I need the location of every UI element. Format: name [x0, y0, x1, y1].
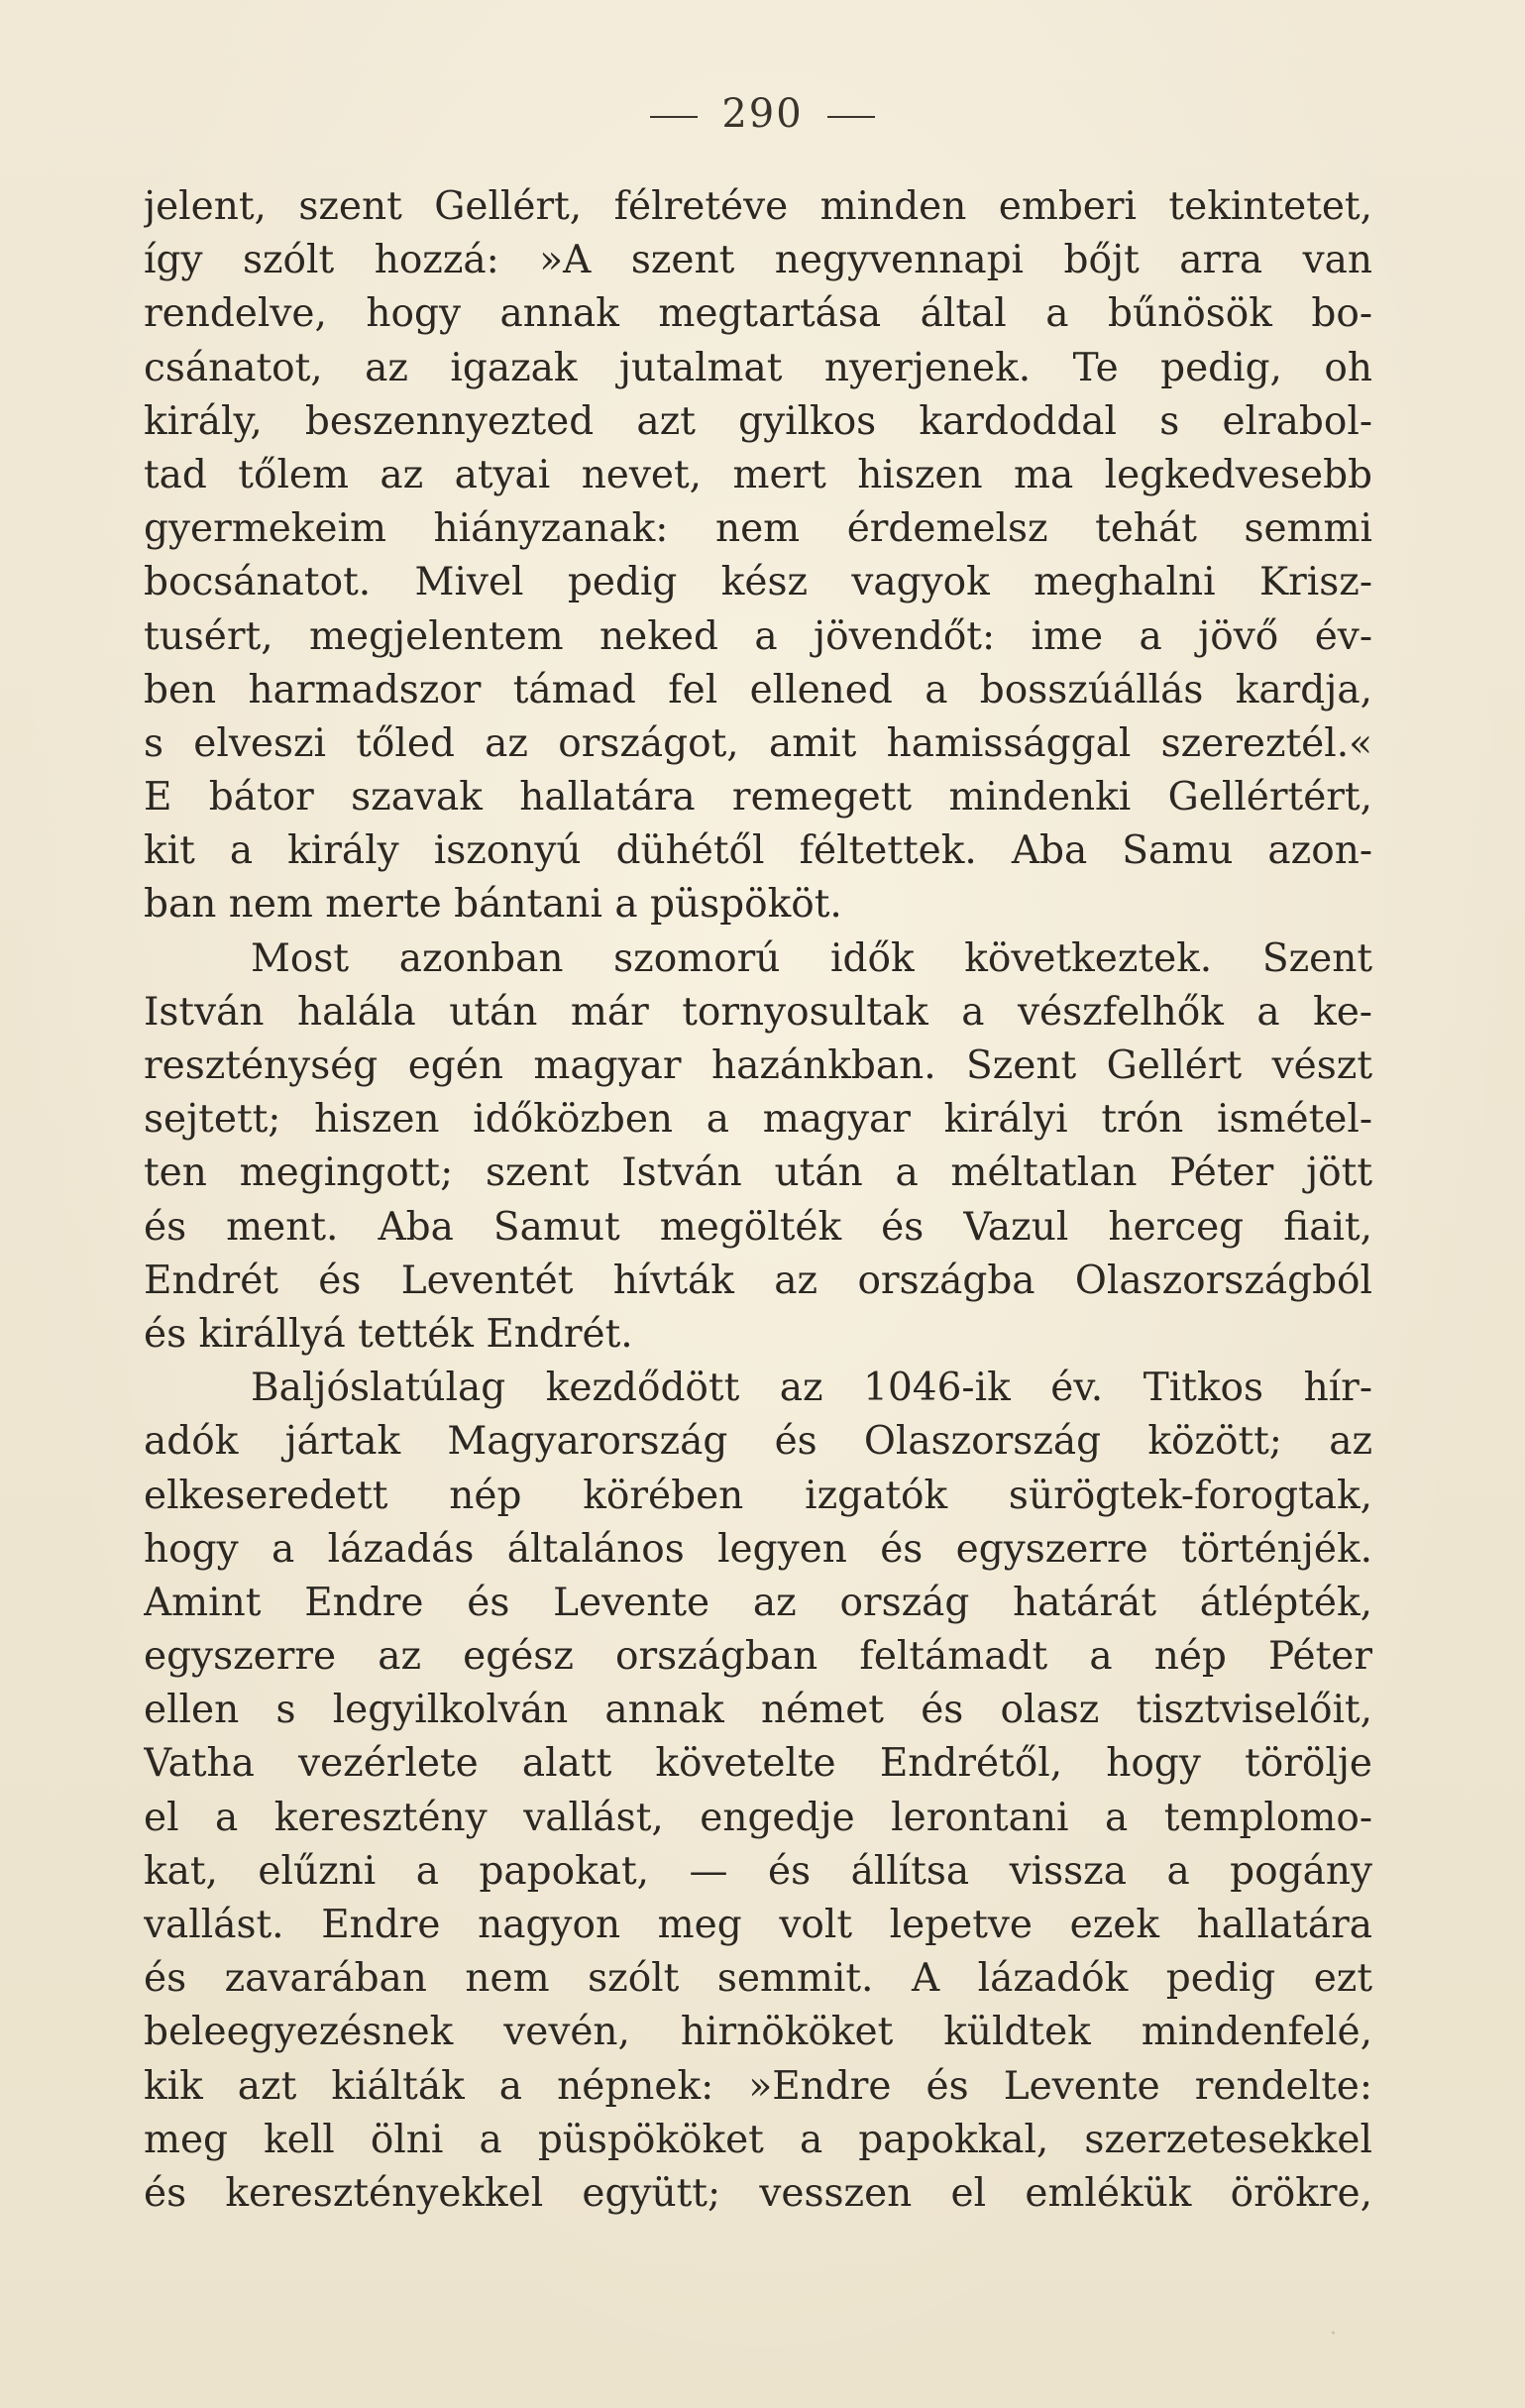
text-line: Baljóslatúlag kezdődött az 1046-ik év. Titkos hír-: [251, 1366, 1372, 1411]
text-line: és királlyá tették Endrét.: [144, 1311, 633, 1357]
text-line: és zavarában nem szólt semmit. A lázadók pedig ezt: [144, 1956, 1372, 2002]
page-number-text: 290: [721, 91, 804, 137]
page-number: [0, 91, 1525, 137]
text-line: kat, elűzni a papokat, — és állítsa vissza a pogány: [144, 1848, 1372, 1894]
text-line: csánatot, az igazak jutalmat nyerjenek. Te pedig, oh: [144, 345, 1372, 390]
text-line: így szólt hozzá: »A szent negyvennapi bőjt arra van: [144, 238, 1372, 283]
text-line: ten megingott; szent István után a méltatlan Péter jött: [144, 1150, 1372, 1196]
text-line: s elveszi tőled az országot, amit hamissággal szereztél.«: [144, 720, 1372, 766]
text-line: ben harmadszor támad fel ellened a bosszúállás kardja,: [144, 667, 1372, 712]
text-line: István halála után már tornyosultak a vészfelhők a ke-: [144, 989, 1372, 1035]
text-line: bocsánatot. Mivel pedig kész vagyok meghalni Krisz-: [144, 560, 1372, 605]
text-line: egyszerre az egész országban feltámadt a nép Péter: [144, 1634, 1372, 1680]
text-line: kik azt kiálták a népnek: »Endre és Levente rendelte:: [144, 2063, 1372, 2109]
folio-dash-right: [827, 116, 875, 118]
text-line: reszténység egén magyar hazánkban. Szent Gellért vészt: [144, 1043, 1372, 1088]
body-text: [144, 180, 1372, 2221]
text-line: vallást. Endre nagyon meg volt lepetve ezek hallatára: [144, 1903, 1372, 1947]
text-line: E bátor szavak hallatára remegett mindenki Gellértért,: [144, 775, 1372, 821]
text-line: király, beszennyezted azt gyilkos kardoddal s elrabol-: [144, 398, 1372, 444]
text-line: adók jártak Magyarország és Olaszország között; az: [144, 1419, 1372, 1465]
text-line: sejtett; hiszen időközben a magyar királyi trón ismétel-: [144, 1097, 1372, 1143]
library-stamp-mark: ·: [1330, 2322, 1339, 2347]
text-line: és keresztényekkel együtt; vesszen el emlékük örökre,: [144, 2170, 1372, 2216]
text-line: Vatha vezérlete alatt követelte Endrétől, hogy törölje: [144, 1741, 1372, 1787]
text-line: tusért, megjelentem neked a jövendőt: ime a jövő év-: [144, 613, 1372, 659]
text-line: tad tőlem az atyai nevet, mert hiszen ma legkedvesebb: [144, 452, 1372, 497]
text-line: Endrét és Leventét hívták az országba Olaszországból: [144, 1258, 1372, 1303]
text-line: kit a király iszonyú dühétől féltettek. Aba Samu azon-: [144, 828, 1372, 874]
text-line: el a keresztény vallást, engedje lerontani a templomo-: [144, 1795, 1372, 1840]
text-line: meg kell ölni a püspököket a papokkal, szerzetesekkel: [144, 2117, 1372, 2162]
text-line: gyermekeim hiányzanak: nem érdemelsz tehát semmi: [144, 506, 1372, 552]
text-line: ellen s legyilkolván annak német és olasz tisztviselőit,: [144, 1688, 1372, 1733]
text-line: jelent, szent Gellért, félretéve minden emberi tekintetet,: [144, 184, 1372, 229]
text-line: rendelve, hogy annak megtartása által a bűnösök bo-: [144, 291, 1372, 337]
text-line: elkeseredett nép körében izgatók sürögtek-forogtak,: [144, 1473, 1372, 1518]
text-line: és ment. Aba Samut megölték és Vazul herceg fiait,: [144, 1204, 1372, 1250]
text-line: Most azonban szomorú idők következtek. Szent: [251, 935, 1372, 981]
text-line: ban nem merte bántani a püspököt.: [144, 882, 842, 928]
folio-dash-left: [650, 116, 698, 118]
text-line: beleegyezésnek vevén, hirnököket küldtek mindenfelé,: [144, 2010, 1372, 2055]
text-line: Amint Endre és Levente az ország határát átlépték,: [144, 1580, 1372, 1625]
text-line: hogy a lázadás általános legyen és egyszerre történjék.: [144, 1526, 1372, 1572]
